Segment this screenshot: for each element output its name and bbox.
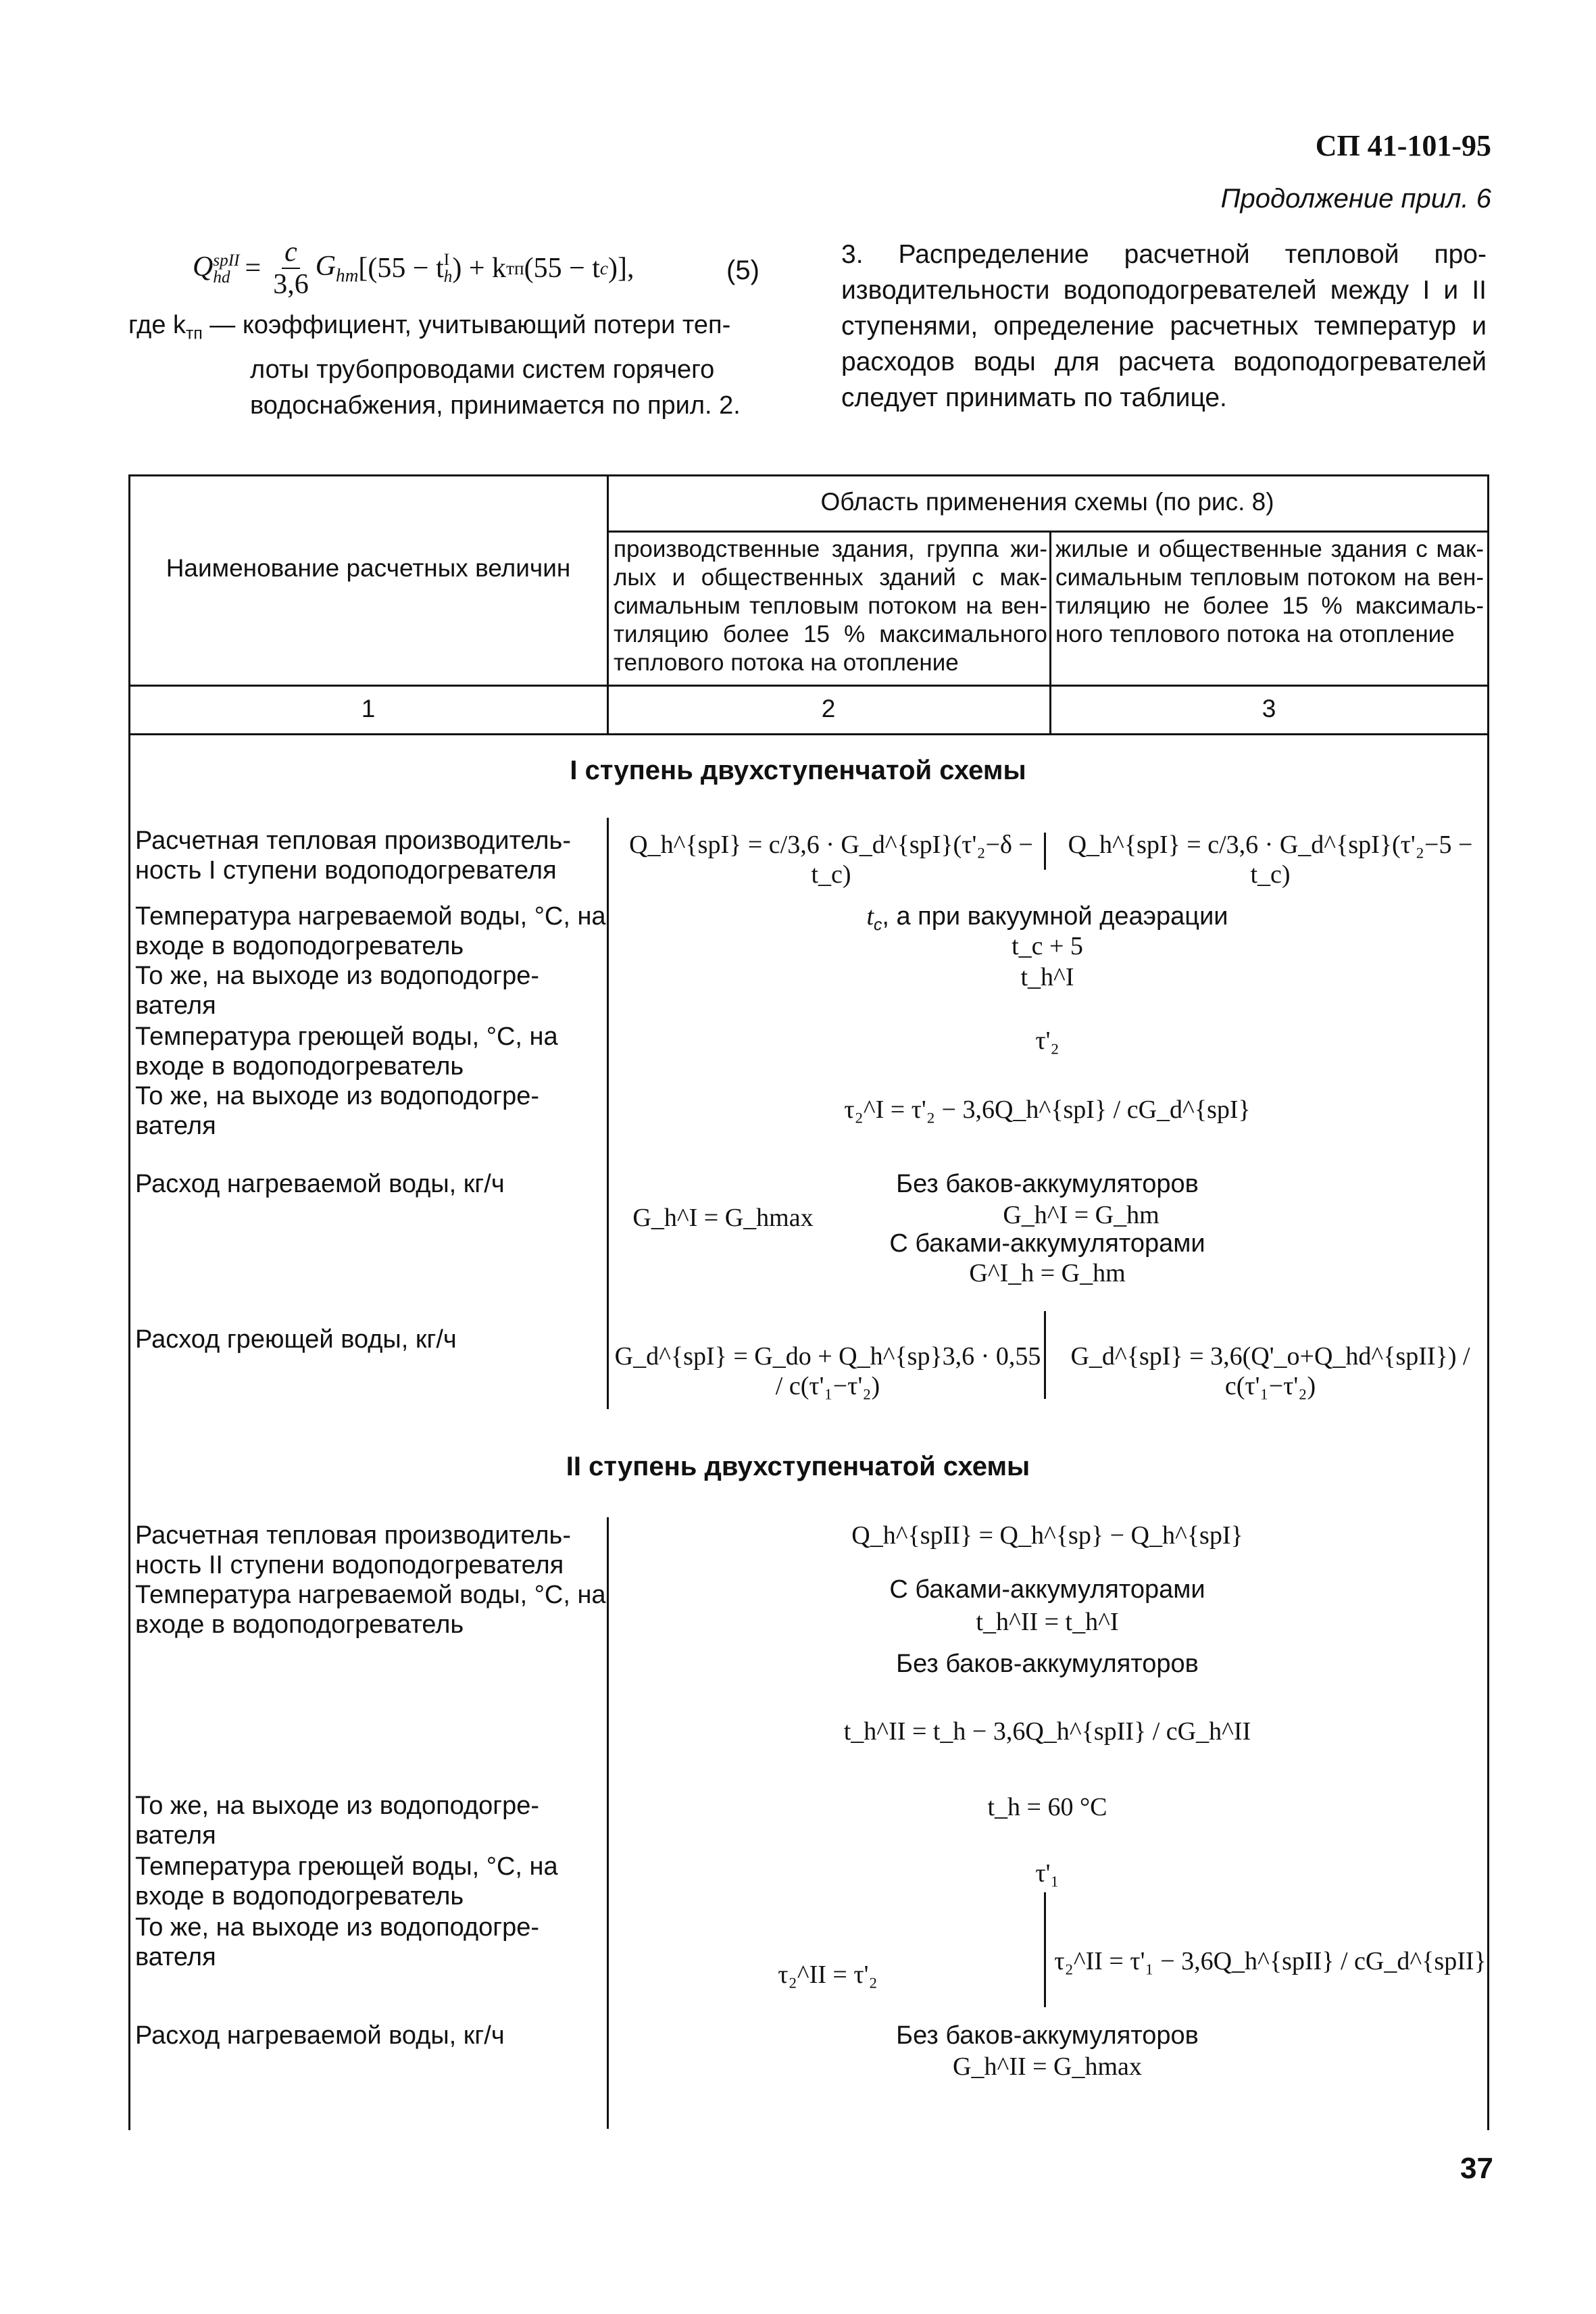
s1-row7-separator: [1044, 1311, 1046, 1399]
col3-header: жилые и общественные здания с максимальным тепловым потоком на вентиляцию не более 15 % максимального теплового потока на отопление: [1055, 536, 1484, 647]
s1-row7-formula-col2: G_d^{spI} = G_do + Q_h^{sp}3,6 · 0,55 / c(τ'₁−τ'₂): [614, 1342, 1041, 1400]
equation-number: (5): [726, 255, 759, 285]
section-stage-2: II ступень двухступенчатой схемы: [566, 1452, 1030, 1481]
s1-row6-formula-b: G^I_h = G_hm: [969, 1259, 1126, 1287]
s2-row3-label: То же, на выходе из водоподогревателя: [135, 1792, 540, 1850]
s2-row1-formula: Q_h^{spII} = Q_h^{sp} − Q_h^{spI}: [851, 1521, 1243, 1550]
s2-row4-label: Температура греющей воды, °С, на входе в водоподогреватель: [135, 1852, 558, 1911]
s2-row6-label: Расход нагреваемой воды, кг/ч: [135, 2021, 505, 2050]
formula-5: Q spII hd = $\frac{c}{3,6}$ $G_{hm}$ [(55 − t I h ) + k тп (55 − t c )],: [193, 237, 634, 301]
s2-row5-separator: [1044, 1892, 1046, 2007]
s1-row1-formula-col2: Q_h^{spI} = c/3,6 · G_d^{spI}(τ'₂−δ − t_c): [629, 831, 1033, 889]
s2-row2-formula-a: t_h^II = t_h^I: [976, 1608, 1119, 1636]
s1-row4-formula: τ'₂: [1035, 1027, 1059, 1055]
s2-row5-formula-col3: τ₂^II = τ'₁ − 3,6Q_h^{spII} / cG_d^{spII}: [1054, 1947, 1487, 1975]
s1-row6-without-tanks: Без баков-аккумуляторов: [896, 1170, 1199, 1198]
document-code: СП 41-101-95: [1315, 129, 1491, 162]
s2-row6-without-tanks: Без баков-аккумуляторов: [896, 2021, 1199, 2050]
s1-row1-formula-col3: Q_h^{spI} = c/3,6 · G_d^{spI}(τ'₂−5 − t_c): [1068, 831, 1473, 889]
section-stage-1: I ступень двухступенчатой схемы: [570, 756, 1026, 785]
s1-row6-label: Расход нагреваемой воды, кг/ч: [135, 1170, 505, 1198]
s2-row5-formula-col2: τ₂^II = τ'₂: [778, 1961, 878, 1989]
col1-header: Наименование расчетных величин: [166, 554, 571, 582]
s2-row3-formula: t_h = 60 °С: [987, 1793, 1107, 1821]
table-border-left: [128, 474, 130, 2130]
s1-row2-text: $t_c$, а при вакуумной деаэрации: [866, 902, 1228, 935]
col2-number: 2: [821, 695, 836, 722]
table-divider-body: [128, 733, 1489, 735]
page-number: 37: [1460, 2152, 1493, 2185]
s1-row1-label: Расчетная тепловая производительность I ступени водоподогревателя: [135, 827, 571, 885]
s1-row6-formula-a: G_h^I = G_hm: [1003, 1201, 1159, 1229]
s1-row2-label: Температура нагреваемой воды, °С, на входе в водоподогреватель: [135, 902, 606, 960]
s1-row6-formula-left: G_h^I = G_hmax: [632, 1204, 814, 1232]
table-divider-num: [128, 685, 1489, 687]
col3-number: 3: [1262, 695, 1276, 722]
where-clause: где $k_{тп}$ — коэффициент, учитывающий потери теп- лоты трубопроводами систем горячего водоснабжения, принимается по прил. 2.: [128, 311, 741, 420]
s2-row5-label: То же, на выходе из водоподогревателя: [135, 1913, 540, 1971]
s1-row5-label: То же, на выходе из водоподогревателя: [135, 1082, 540, 1140]
table-divider-group: [607, 531, 1489, 533]
s1-row2-formula: t_c + 5: [1012, 932, 1083, 960]
s2-row1-label: Расчетная тепловая производительность II ступени водоподогревателя: [135, 1521, 571, 1579]
table-border-top: [128, 474, 1489, 476]
s1-row5-formula: τ₂^I = τ'₂ − 3,6Q_h^{spI} / cG_d^{spI}: [844, 1096, 1251, 1124]
s2-row6-formula: G_h^II = G_hmax: [953, 2052, 1142, 2081]
s2-row2-formula-b: t_h^II = t_h − 3,6Q_h^{spII} / cG_h^II: [843, 1717, 1251, 1746]
continuation-note: Продолжение прил. 6: [1220, 184, 1491, 214]
s2-row2-with-tanks: С баками-аккумуляторами: [889, 1575, 1205, 1604]
s1-row6-with-tanks: С баками-аккумуляторами: [889, 1229, 1205, 1258]
s2-row2-without-tanks: Без баков-аккумуляторов: [896, 1650, 1199, 1678]
s1-row4-label: Температура греющей воды, °С, на входе в водоподогреватель: [135, 1023, 558, 1081]
paragraph-3: 3. Распределение расчетной тепловой производительности водоподогревателей между I и II ступенями, определение расчетных температур и расходов воды для расчета водоподогревателей следует принимать по таблице.: [841, 240, 1487, 412]
col1-number: 1: [361, 695, 376, 722]
s2-row4-formula: τ'₁: [1035, 1859, 1059, 1888]
s1-row7-label: Расход греющей воды, кг/ч: [135, 1325, 457, 1354]
s1-row3-label: То же, на выходе из водоподогревателя: [135, 962, 540, 1020]
s1-row1-separator: [1044, 833, 1046, 870]
col2-header: производственные здания, группа жилых и общественных зданий с максимальным тепловым потоком на вентиляцию более 15 % максимального теплового потока на отопление: [614, 536, 1047, 676]
s1-row7-formula-col3: G_d^{spI} = 3,6(Q'_o+Q_hd^{spII}) / c(τ'₁−τ'₂): [1070, 1342, 1470, 1400]
s1-row3-formula: t_h^I: [1020, 963, 1074, 991]
s2-row2-label: Температура нагреваемой воды, °С, на входе в водоподогреватель: [135, 1581, 606, 1639]
group-header: Область применения схемы (по рис. 8): [820, 488, 1274, 516]
table-border-right: [1487, 474, 1489, 2130]
